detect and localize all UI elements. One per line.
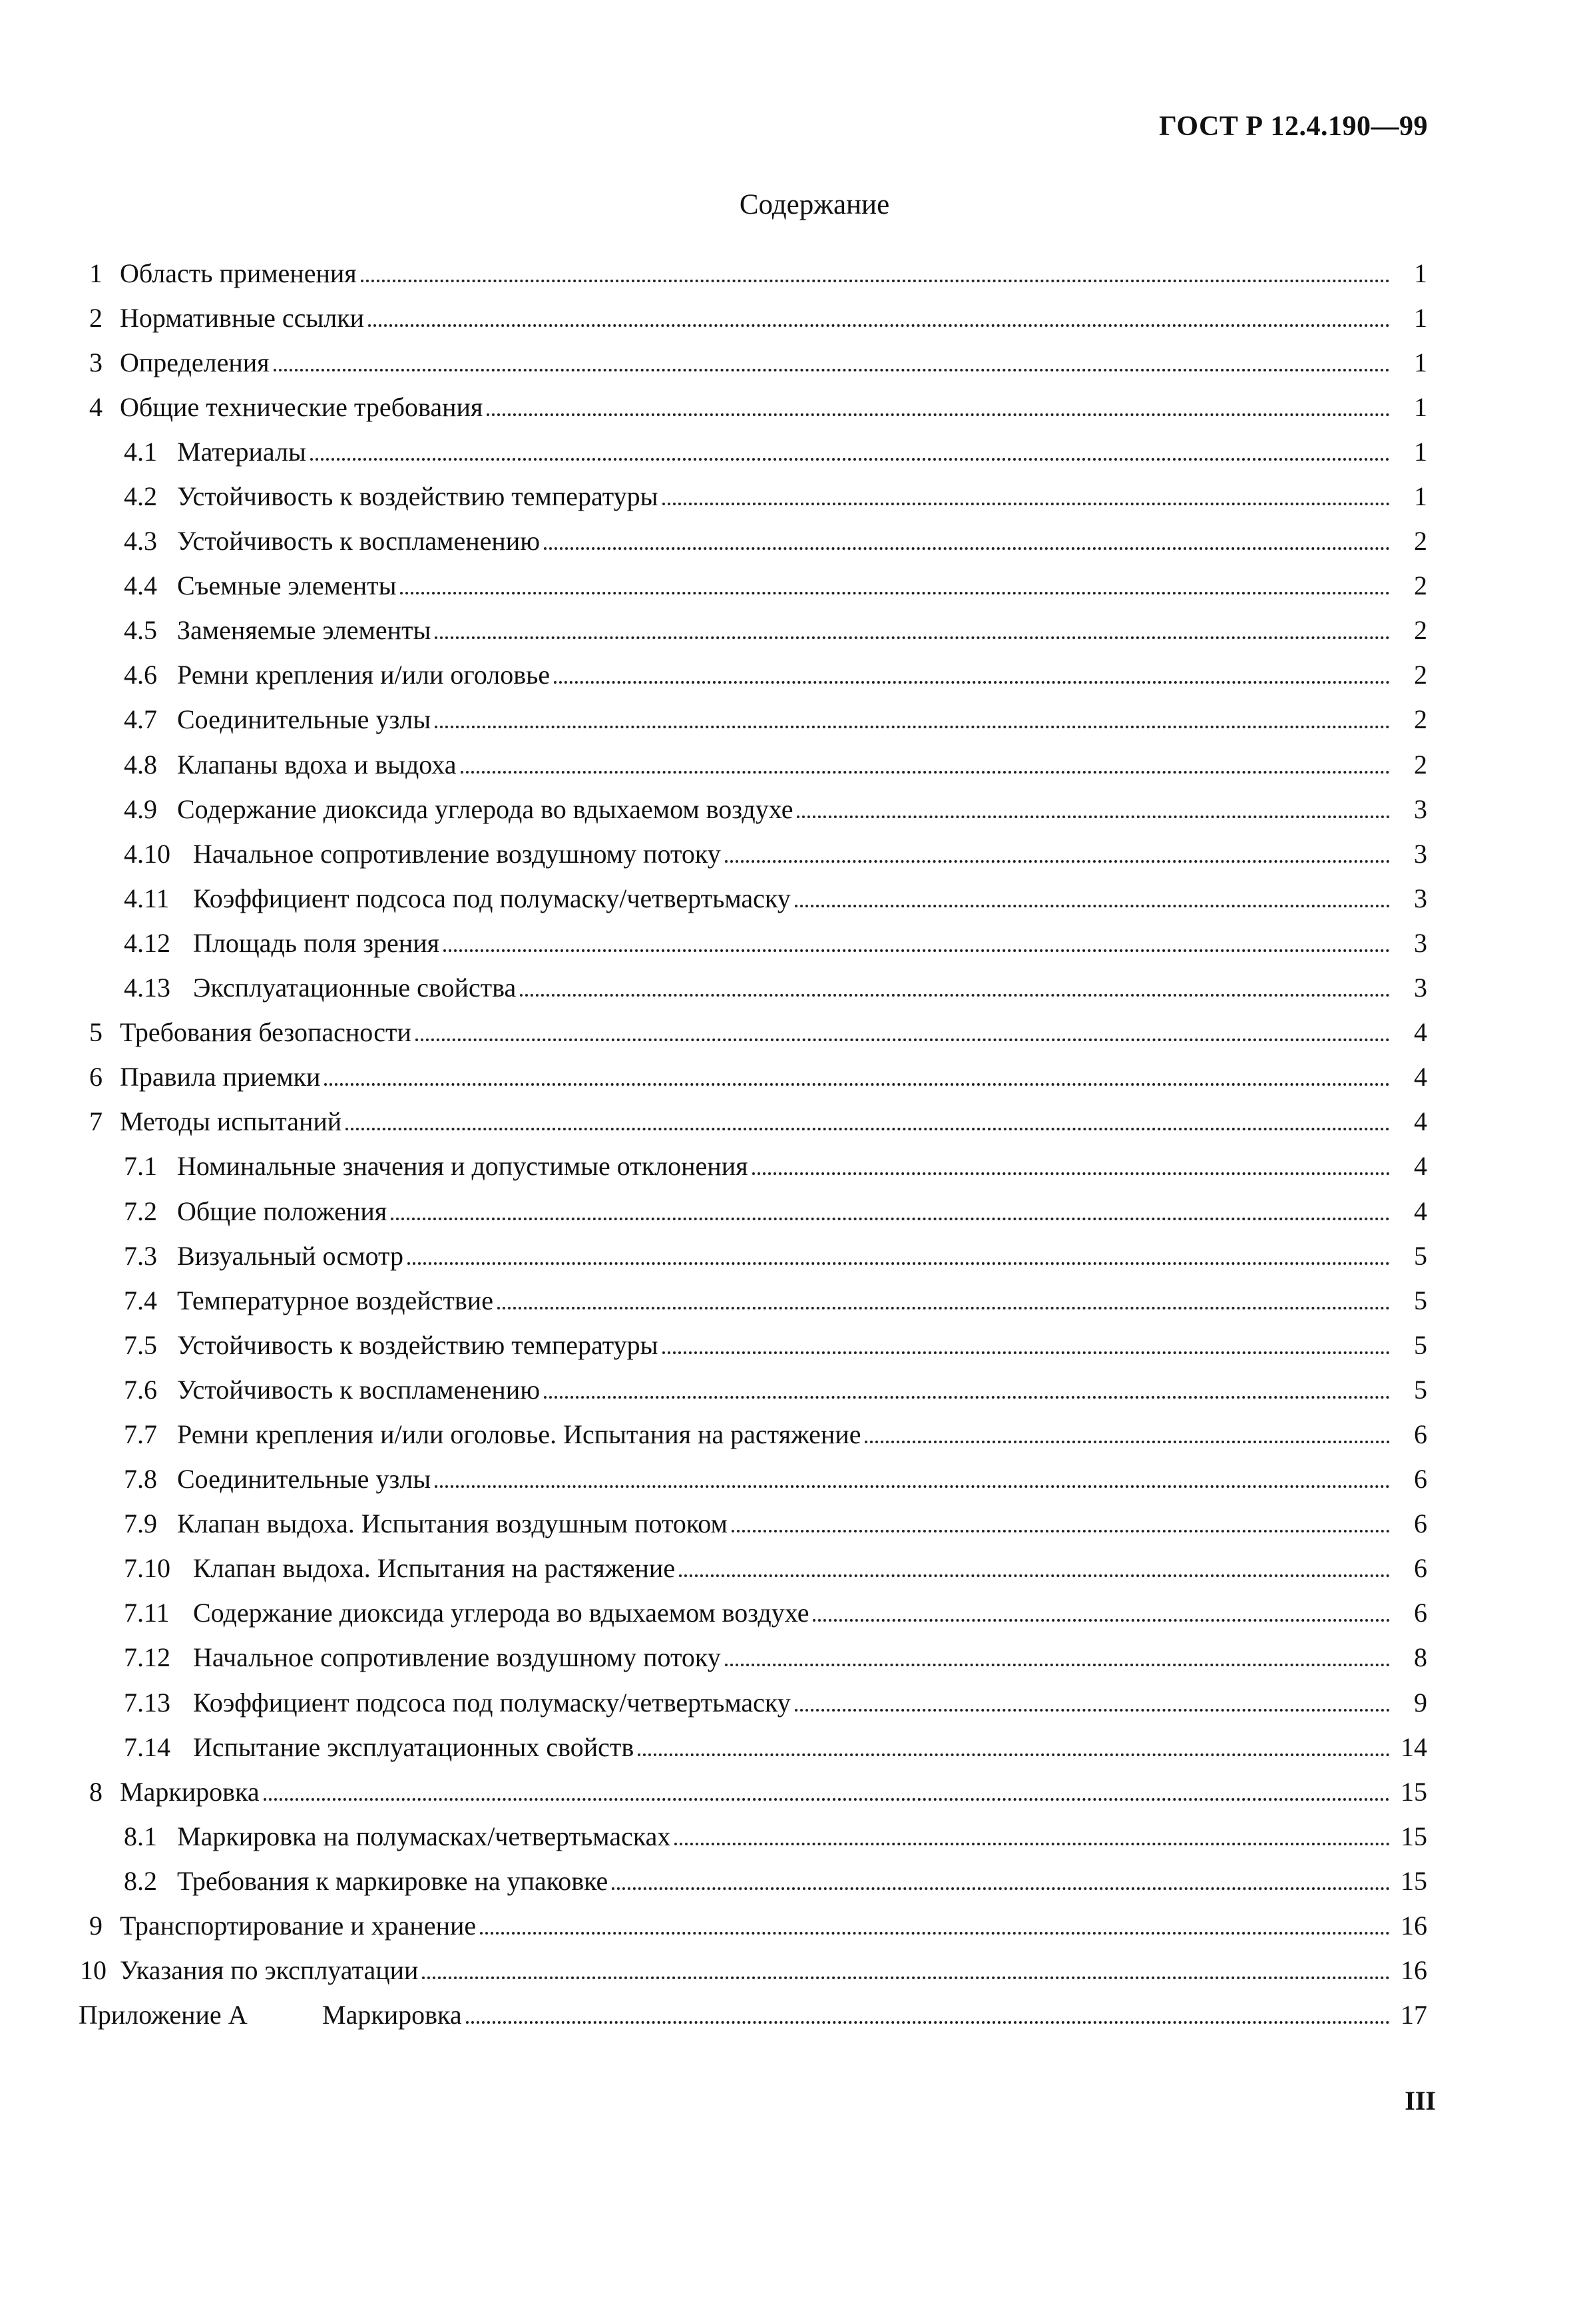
toc-entry-page: 9	[1414, 1687, 1427, 1718]
toc-entry-title: Визуальный осмотр	[177, 1240, 404, 1271]
dot-leader	[422, 1976, 1390, 1979]
toc-entry[interactable]	[73, 1949, 1431, 1993]
toc-entry-page: 4	[1414, 1151, 1427, 1182]
toc-entry[interactable]	[73, 1055, 1431, 1100]
toc-entry-title: Начальное сопротивление воздушному потоку	[193, 1642, 721, 1673]
toc-entry-page: 3	[1414, 927, 1427, 958]
toc-entry-page: 6	[1414, 1553, 1427, 1584]
toc-entry-number: 4.3	[124, 526, 157, 557]
toc-entry-page: 4	[1414, 1062, 1427, 1092]
toc-entry-page: 1	[1414, 391, 1427, 422]
toc-entry-number: 3	[89, 347, 103, 377]
dot-leader	[725, 1664, 1390, 1666]
toc-entry[interactable]	[73, 742, 1431, 787]
dot-leader	[345, 1128, 1390, 1130]
dot-leader	[461, 771, 1390, 774]
toc-entry[interactable]	[73, 1323, 1431, 1367]
toc-entry[interactable]	[73, 1680, 1431, 1725]
toc-entry[interactable]	[73, 429, 1431, 474]
dot-leader	[638, 1753, 1390, 1756]
toc-entry-number: 4.11	[124, 883, 170, 913]
toc-entry-number: 7	[89, 1106, 103, 1137]
toc-entry[interactable]	[73, 1144, 1431, 1189]
dot-leader	[725, 860, 1390, 863]
dot-leader	[274, 369, 1390, 371]
toc-entry[interactable]	[73, 1591, 1431, 1636]
toc-entry-title: Область применения	[120, 258, 357, 288]
toc-entry[interactable]	[73, 385, 1431, 429]
toc-entry-number: 4.9	[124, 794, 157, 824]
dot-leader	[679, 1574, 1390, 1577]
toc-entry-page: 3	[1414, 838, 1427, 869]
toc-entry-title: Нормативные ссылки	[120, 302, 365, 333]
toc-entry-title: Требования безопасности	[120, 1017, 411, 1048]
toc-entry[interactable]	[73, 1234, 1431, 1278]
toc-entry-number: 7.6	[124, 1374, 157, 1405]
toc-entry-number: 4.10	[124, 838, 170, 869]
toc-entry-number: Приложение А	[79, 2000, 248, 2030]
toc-entry-page: 16	[1401, 1911, 1427, 1941]
toc-entry[interactable]	[73, 564, 1431, 608]
toc-entry-title: Начальное сопротивление воздушному потоку	[193, 838, 721, 869]
toc-entry-title: Правила приемки	[120, 1062, 321, 1092]
toc-entry-number: 7.8	[124, 1464, 157, 1495]
toc-entry-number: 1	[89, 258, 103, 288]
toc-entry[interactable]	[73, 1189, 1431, 1234]
toc-entry-number: 5	[89, 1017, 103, 1048]
toc-entry[interactable]	[73, 831, 1431, 876]
toc-entry-number: 8	[89, 1776, 103, 1807]
dot-leader	[400, 592, 1390, 594]
document-code: ГОСТ Р 12.4.190—99	[1159, 111, 1428, 142]
toc-entry-title: Ремни крепления и/или оголовье. Испытания на растяжение	[177, 1419, 861, 1449]
toc-entry[interactable]	[73, 653, 1431, 698]
toc-entry-title: Клапан выдоха. Испытания воздушным потоком	[177, 1509, 728, 1539]
toc-entry-title: Коэффициент подсоса под полумаску/четвертьмаску	[193, 1687, 791, 1718]
toc-entry-page: 5	[1414, 1374, 1427, 1405]
table-of-contents	[73, 251, 1431, 2038]
toc-entry-page: 6	[1414, 1464, 1427, 1495]
toc-entry-number: 7.9	[124, 1509, 157, 1539]
toc-entry-number: 4.4	[124, 571, 157, 601]
toc-entry[interactable]	[73, 1814, 1431, 1859]
toc-entry-title: Ремни крепления и/или оголовье	[177, 660, 551, 690]
toc-entry-number: 4.6	[124, 660, 157, 690]
toc-entry-title: Эксплуатационные свойства	[193, 973, 517, 1003]
toc-entry-title: Соединительные узлы	[177, 1464, 431, 1495]
dot-leader	[865, 1441, 1390, 1443]
dot-leader	[520, 994, 1390, 997]
toc-entry-number: 4.12	[124, 927, 170, 958]
toc-entry-page: 5	[1414, 1329, 1427, 1360]
toc-entry-title: Содержание диоксида углерода во вдыхаемом воздухе	[177, 794, 793, 824]
toc-title: Содержание	[739, 189, 890, 220]
toc-entry-title: Устойчивость к воспламенению	[177, 1374, 541, 1405]
toc-entry-title: Маркировка	[322, 2000, 462, 2030]
toc-entry-page: 2	[1414, 571, 1427, 601]
toc-entry-page: 16	[1401, 1955, 1427, 1986]
toc-entry-title: Содержание диоксида углерода во вдыхаемом воздухе	[193, 1598, 809, 1628]
toc-entry-page: 15	[1401, 1865, 1427, 1896]
toc-entry-title: Устойчивость к воздействию температуры	[177, 481, 658, 512]
toc-entry-page: 3	[1414, 794, 1427, 824]
dot-leader	[674, 1843, 1390, 1845]
dot-leader	[466, 2021, 1390, 2024]
dot-leader	[361, 280, 1390, 282]
toc-entry[interactable]	[73, 876, 1431, 921]
dot-leader	[544, 1396, 1390, 1399]
toc-entry-title: Устойчивость к воспламенению	[177, 526, 541, 557]
toc-entry-number: 7.12	[124, 1642, 170, 1673]
toc-entry-number: 7.11	[124, 1598, 170, 1628]
toc-entry-page: 1	[1414, 302, 1427, 333]
toc-entry-page: 6	[1414, 1598, 1427, 1628]
toc-entry-number: 7.1	[124, 1151, 157, 1182]
toc-entry-number: 7.2	[124, 1196, 157, 1226]
toc-entry-number: 9	[89, 1911, 103, 1941]
toc-entry-page: 17	[1401, 2000, 1427, 2030]
dot-leader	[435, 1485, 1390, 1488]
toc-entry-page: 2	[1414, 704, 1427, 735]
toc-entry[interactable]	[73, 1769, 1431, 1814]
toc-entry[interactable]	[73, 1903, 1431, 1948]
toc-entry[interactable]	[73, 1546, 1431, 1591]
toc-entry[interactable]	[73, 296, 1431, 340]
toc-entry[interactable]	[73, 251, 1431, 296]
dot-leader	[795, 1709, 1390, 1712]
toc-entry-page: 6	[1414, 1419, 1427, 1449]
toc-entry-number: 7.14	[124, 1732, 170, 1762]
toc-entry-title: Требования к маркировке на упаковке	[177, 1865, 608, 1896]
toc-entry-page: 3	[1414, 973, 1427, 1003]
toc-entry-title: Маркировка на полумасках/четвертьмасках	[177, 1821, 671, 1851]
toc-entry-title: Съемные элементы	[177, 571, 397, 601]
toc-entry-title: Методы испытаний	[120, 1106, 342, 1137]
toc-entry[interactable]	[73, 474, 1431, 519]
toc-entry-number: 7.5	[124, 1329, 157, 1360]
toc-entry-title: Определения	[120, 347, 270, 377]
toc-entry-page: 4	[1414, 1017, 1427, 1048]
toc-entry-page: 4	[1414, 1106, 1427, 1137]
dot-leader	[324, 1083, 1390, 1086]
toc-entry[interactable]	[73, 1278, 1431, 1323]
toc-entry-title: Площадь поля зрения	[193, 927, 439, 958]
toc-entry-number: 7.7	[124, 1419, 157, 1449]
toc-entry[interactable]	[73, 1859, 1431, 1903]
page-number: III	[1405, 2086, 1436, 2116]
toc-entry-title: Температурное воздействие	[177, 1285, 493, 1315]
toc-entry-page: 15	[1401, 1821, 1427, 1851]
toc-entry[interactable]	[73, 966, 1431, 1011]
toc-entry-page: 14	[1401, 1732, 1427, 1762]
dot-leader	[797, 815, 1390, 818]
toc-entry-number: 7.13	[124, 1687, 170, 1718]
toc-entry-number: 4.5	[124, 615, 157, 646]
toc-entry[interactable]	[73, 787, 1431, 831]
toc-entry-page: 5	[1414, 1285, 1427, 1315]
dot-leader	[435, 726, 1390, 728]
dot-leader	[407, 1262, 1390, 1265]
toc-entry-title: Заменяемые элементы	[177, 615, 431, 646]
dot-leader	[435, 636, 1390, 639]
dot-leader	[264, 1798, 1390, 1801]
toc-entry[interactable]	[73, 1993, 1431, 2038]
dot-leader	[480, 1932, 1390, 1935]
toc-entry-page: 1	[1414, 481, 1427, 512]
dot-leader	[310, 458, 1390, 461]
toc-entry-title: Испытание эксплуатационных свойств	[193, 1732, 634, 1762]
toc-entry[interactable]	[73, 1636, 1431, 1680]
dot-leader	[612, 1887, 1390, 1890]
toc-entry-page: 1	[1414, 258, 1427, 288]
toc-entry-number: 4.8	[124, 749, 157, 780]
toc-entry-page: 2	[1414, 526, 1427, 557]
dot-leader	[662, 1351, 1390, 1354]
toc-entry-title: Общие технические требования	[120, 391, 483, 422]
toc-entry[interactable]	[73, 1100, 1431, 1144]
toc-entry-title: Устойчивость к воздействию температуры	[177, 1329, 658, 1360]
toc-entry-page: 1	[1414, 347, 1427, 377]
toc-entry-number: 4	[89, 391, 103, 422]
toc-entry-number: 4.1	[124, 436, 157, 467]
dot-leader	[443, 949, 1390, 952]
toc-entry-page: 15	[1401, 1776, 1427, 1807]
toc-entry-title: Транспортирование и хранение	[120, 1911, 477, 1941]
dot-leader	[554, 681, 1390, 684]
toc-entry[interactable]	[73, 698, 1431, 742]
toc-entry-number: 10	[80, 1955, 107, 1986]
toc-entry-number: 8.2	[124, 1865, 157, 1896]
toc-entry[interactable]	[73, 608, 1431, 653]
toc-entry[interactable]	[73, 1457, 1431, 1502]
toc-entry[interactable]	[73, 1011, 1431, 1055]
toc-entry[interactable]	[73, 519, 1431, 564]
toc-entry-page: 2	[1414, 615, 1427, 646]
toc-entry-title: Клапан выдоха. Испытания на растяжение	[193, 1553, 676, 1584]
toc-entry-page: 1	[1414, 436, 1427, 467]
toc-entry-title: Маркировка	[120, 1776, 260, 1807]
toc-entry-page: 6	[1414, 1509, 1427, 1539]
dot-leader	[813, 1619, 1390, 1622]
dot-leader	[795, 905, 1390, 907]
toc-entry[interactable]	[73, 340, 1431, 385]
toc-entry-page: 2	[1414, 749, 1427, 780]
toc-entry-title: Материалы	[177, 436, 306, 467]
dot-leader	[391, 1218, 1390, 1220]
toc-entry-number: 7.10	[124, 1553, 170, 1584]
toc-entry-title: Указания по эксплуатации	[120, 1955, 419, 1986]
toc-entry-number: 8.1	[124, 1821, 157, 1851]
toc-entry[interactable]	[73, 1725, 1431, 1769]
dot-leader	[497, 1307, 1390, 1309]
toc-entry-page: 5	[1414, 1240, 1427, 1271]
dot-leader	[544, 547, 1390, 550]
dot-leader	[752, 1172, 1391, 1175]
toc-entry-title: Общие положения	[177, 1196, 387, 1226]
toc-entry-number: 4.13	[124, 973, 170, 1003]
toc-entry-title: Номинальные значения и допустимые отклонения	[177, 1151, 748, 1182]
dot-leader	[368, 324, 1390, 327]
dot-leader	[662, 503, 1390, 505]
toc-entry-number: 4.7	[124, 704, 157, 735]
toc-entry-number: 2	[89, 302, 103, 333]
toc-entry-number: 4.2	[124, 481, 157, 512]
toc-entry-number: 7.3	[124, 1240, 157, 1271]
toc-entry-title: Клапаны вдоха и выдоха	[177, 749, 457, 780]
toc-entry-number: 7.4	[124, 1285, 157, 1315]
toc-entry-title: Коэффициент подсоса под полумаску/четвертьмаску	[193, 883, 791, 913]
toc-entry-page: 4	[1414, 1196, 1427, 1226]
toc-entry[interactable]	[73, 1412, 1431, 1457]
toc-entry-title: Соединительные узлы	[177, 704, 431, 735]
dot-leader	[487, 413, 1390, 416]
toc-entry[interactable]	[73, 1367, 1431, 1412]
dot-leader	[415, 1039, 1390, 1041]
toc-entry-page: 8	[1414, 1642, 1427, 1673]
toc-entry-page: 2	[1414, 660, 1427, 690]
toc-entry-page: 3	[1414, 883, 1427, 913]
dot-leader	[732, 1530, 1390, 1532]
toc-entry[interactable]	[73, 1502, 1431, 1546]
toc-entry[interactable]	[73, 921, 1431, 965]
toc-entry-number: 6	[89, 1062, 103, 1092]
